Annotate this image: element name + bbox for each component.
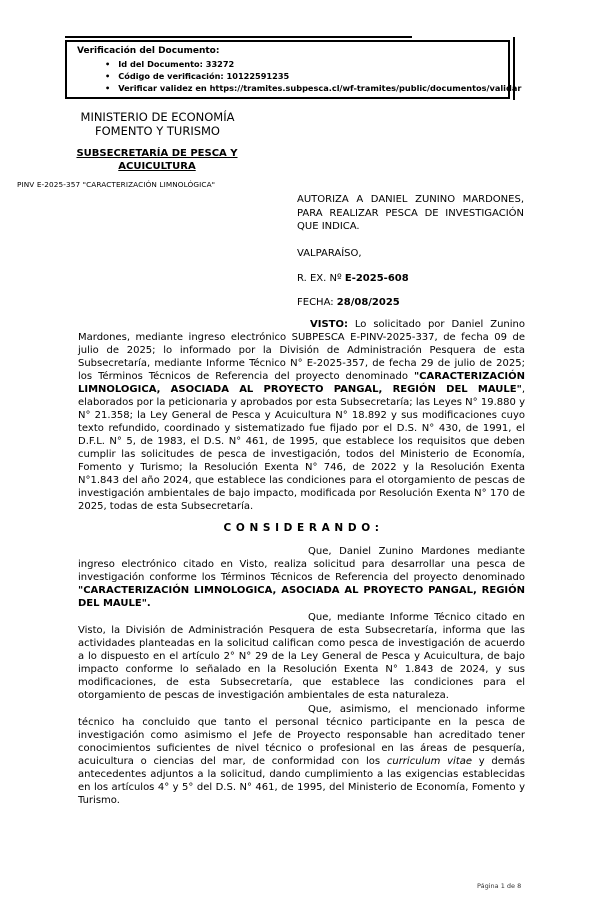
subsecretaria-title: SUBSECRETARÍA DE PESCA Y ACUICULTURA <box>76 148 238 172</box>
visto-text-2: , elaborados por la peticionaria y aprobados por esta Subsecretaría; las Leyes N° 19.880 y N° 21.358; la Ley General de Pesca y Acuicultura N° 18.892 y sus modificaciones cuyo texto refundido, coordinado y sistematizado fue fijado por el D.S. N° 430, de 1991, el D.F.L. N° 5, de 1983, el D.S. N° 461, de 1995, que establece los requisitos que deben cumplir las solicitudes de pesca de investigación, todos del Ministerio de Economía, Fomento y Turismo; la Resolución Exenta N° 746, de 2022 y la Resolución Exenta N°1.843 del año 2024, que establece las condiciones para el otorgamiento de pescas de investigación ambientales de bajo impacto, modificada por Resolución Exenta N° 170 de 2025, todas de esta Subsecretaría. <box>78 384 525 512</box>
resolution-number-value: E-2025-608 <box>344 273 409 284</box>
verification-list <box>105 58 522 94</box>
resolution-city: VALPARAÍSO, <box>297 247 362 259</box>
considerando-paragraph-1-project-title: "CARACTERIZACIÓN LIMNOLOGICA, ASOCIADA AL PROYECTO PANGAL, REGIÓN DEL MAULE". <box>78 585 525 609</box>
considerando-paragraph-1 <box>78 545 525 610</box>
verification-title: Verificación del Documento: <box>77 46 220 56</box>
considerando-heading: C O N S I D E R A N D O : <box>223 522 380 534</box>
page-number-indicator: Página 1 de 8 <box>477 882 522 890</box>
considerando-paragraph-3-text-1: Que, asimismo, el mencionado informe técnico ha concluido que tanto el personal técnico participante en la pesca de investigación como asimismo el Jefe de Proyecto responsable han acreditado tener conocimientos suficientes de nivel técnico o profesional en las áreas de pesquería, acuicultura o ciencias del mar, de conformidad con los <box>78 704 525 767</box>
considerando-paragraph-3-text-2: y demás antecedentes adjuntos a la solicitud, dando cumplimiento a las exigencias establecidas en los artículos 4° y 5° del D.S. N° 461, de 1995, del Ministerio de Economía, Fomento y Turismo. <box>78 756 526 806</box>
document-body <box>78 318 525 807</box>
resolution-date-value: 28/08/2025 <box>336 296 400 308</box>
verification-box-outer-top-line <box>65 36 412 38</box>
resolution-number-label: R. EX. Nº <box>297 273 345 284</box>
verification-box <box>65 40 522 99</box>
ministry-letterhead <box>40 110 275 138</box>
verification-item-document-id: • Id del Documento: 33272 <box>105 58 504 70</box>
resolution-block <box>297 193 524 309</box>
visto-label: VISTO: <box>310 319 348 330</box>
resolution-date <box>297 296 524 310</box>
ministry-line-1: MINISTERIO DE ECONOMÍA <box>80 110 235 124</box>
resolution-subject: AUTORIZA A DANIEL ZUNINO MARDONES, PARA REALIZAR PESCA DE INVESTIGACIÓN QUE INDICA. <box>297 194 524 232</box>
considerando-paragraph-3-curriculum-vitae: curriculum vitae <box>386 756 473 767</box>
ministry-line-2: FOMENTO Y TURISMO <box>95 124 220 138</box>
resolution-number <box>297 272 524 286</box>
verification-item-code: • Código de verificación: 10122591235 <box>105 70 504 82</box>
visto-text-1: Lo solicitado por Daniel Zunino Mardones, mediante ingreso electrónico SUBPESCA E-PINV-2025-337, de fecha 09 de julio de 2025; lo informado por la División de Administración Pesquera de esta Subsecretaría, mediante Informe Técnico N° E-2025-357, de fecha 29 de julio de 2025; los Términos Técnicos de Referencia del proyecto denominado <box>78 319 525 382</box>
visto-project-title: "CARACTERIZACIÓN LIMNOLOGICA, ASOCIADA AL PROYECTO PANGAL, REGIÓN DEL MAULE" <box>78 371 525 395</box>
resolution-date-label: FECHA: <box>297 296 337 308</box>
considerando-paragraph-3 <box>78 703 525 807</box>
considerando-paragraph-1-text: Que, Daniel Zunino Mardones mediante ingreso electrónico citado en Visto, realiza solicitud para desarrollar una pesca de investigación conforme los Términos Técnicos de Referencia del proyecto denominado <box>78 546 525 583</box>
file-reference: PINV E-2025-357 "CARACTERIZACIÓN LIMNOLÓGICA" <box>17 180 216 189</box>
considerando-paragraph-2: Que, mediante Informe Técnico citado en Visto, la División de Administración Pesquera de esta Subsecretaría, informa que las actividades planteadas en la solicitud califican como pesca de investigación de acuerdo a lo dispuesto en el artículo 2° N° 29 de la Ley General de Pesca y Acuicultura, de bajo impacto conforme lo señalado en la Resolución Exenta N° 1.843 de 2024, y sus modificaciones, de esta Subsecretaría, que establece las condiciones para el otorgamiento de pescas de investigación ambientales de esta naturaleza. <box>78 612 525 701</box>
verification-item-url: • Verificar validez en https://tramites.subpesca.cl/wf-tramites/public/documentos/validar <box>105 82 504 94</box>
visto-paragraph <box>78 318 525 513</box>
